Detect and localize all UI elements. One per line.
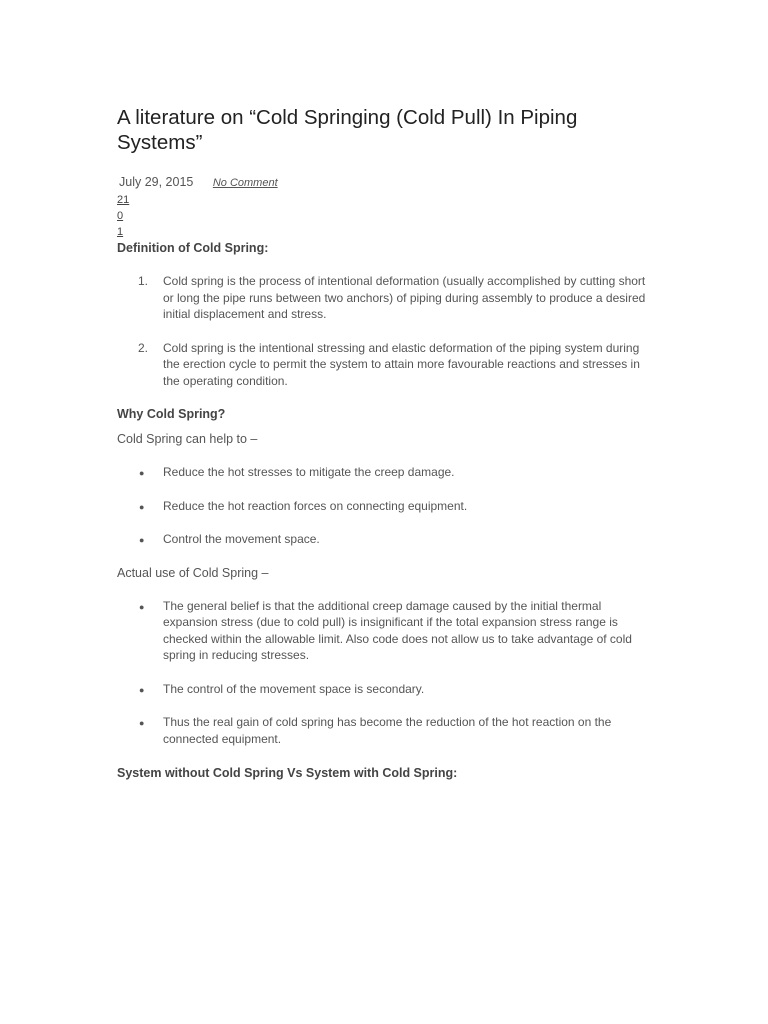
bullet-icon: ●	[139, 501, 145, 512]
comparison-heading: System without Cold Spring Vs System with Cold Spring:	[117, 766, 458, 780]
list-item-text: Control the movement space.	[163, 532, 320, 546]
share-count-link[interactable]: 0	[117, 210, 124, 222]
why-heading: Why Cold Spring?	[117, 407, 226, 421]
list-item-text: Reduce the hot stresses to mitigate the creep damage.	[163, 465, 455, 479]
why-list	[117, 464, 657, 548]
share-count-link[interactable]: 1	[117, 226, 124, 238]
bullet-icon: ●	[139, 468, 145, 478]
list-item	[117, 273, 657, 323]
list-item	[117, 340, 657, 390]
definition-list	[117, 273, 657, 389]
definition-heading: Definition of Cold Spring:	[117, 241, 269, 255]
list-item-text: The general belief is that the additional creep damage caused by the initial thermal expansion stress (due to cold pull) is insignificant if the total expansion stress range is checked within the allowable limit. Also code does not allow us to take advantage of cold spring in reducing stresses.	[163, 598, 632, 662]
bullet-icon: ●	[139, 718, 145, 728]
bullet-icon: ●	[139, 684, 145, 695]
page-title: A literature on “Cold Springing (Cold Pull) In Piping Systems”	[117, 106, 578, 154]
list-item-text: Cold spring is the process of intentional deformation (usually accomplished by cutting short or long the pipe runs between two anchors) of piping during assembly to produce a desired initial displacement and stress.	[163, 274, 646, 321]
list-item	[117, 498, 657, 515]
list-marker: 2.	[138, 340, 149, 355]
actual-list	[117, 598, 657, 748]
list-item	[117, 681, 657, 698]
post-meta	[117, 174, 657, 191]
list-item	[117, 598, 657, 664]
post-date: July 29, 2015	[119, 175, 194, 189]
list-item	[117, 714, 657, 747]
comment-link[interactable]: No Comment	[212, 177, 278, 189]
list-item	[117, 531, 657, 548]
list-item-text: Cold spring is the intentional stressing and elastic deformation of the piping system during the erection cycle to permit the system to attain more favourable reactions and stresses in the operating condition.	[163, 340, 640, 388]
share-counts	[117, 192, 657, 240]
bullet-icon: ●	[139, 535, 145, 545]
list-item-text: Thus the real gain of cold spring has become the reduction of the hot reaction on the connected equipment.	[163, 715, 612, 746]
list-item-text: The control of the movement space is secondary.	[163, 681, 425, 696]
bullet-icon: ●	[139, 601, 145, 612]
list-marker: 1.	[138, 274, 149, 288]
list-item	[117, 464, 657, 481]
share-count-link[interactable]: 21	[117, 194, 130, 206]
actual-intro: Actual use of Cold Spring –	[117, 565, 269, 580]
article	[117, 105, 657, 781]
why-intro: Cold Spring can help to –	[117, 432, 258, 446]
list-item-text: Reduce the hot reaction forces on connecting equipment.	[163, 498, 468, 513]
